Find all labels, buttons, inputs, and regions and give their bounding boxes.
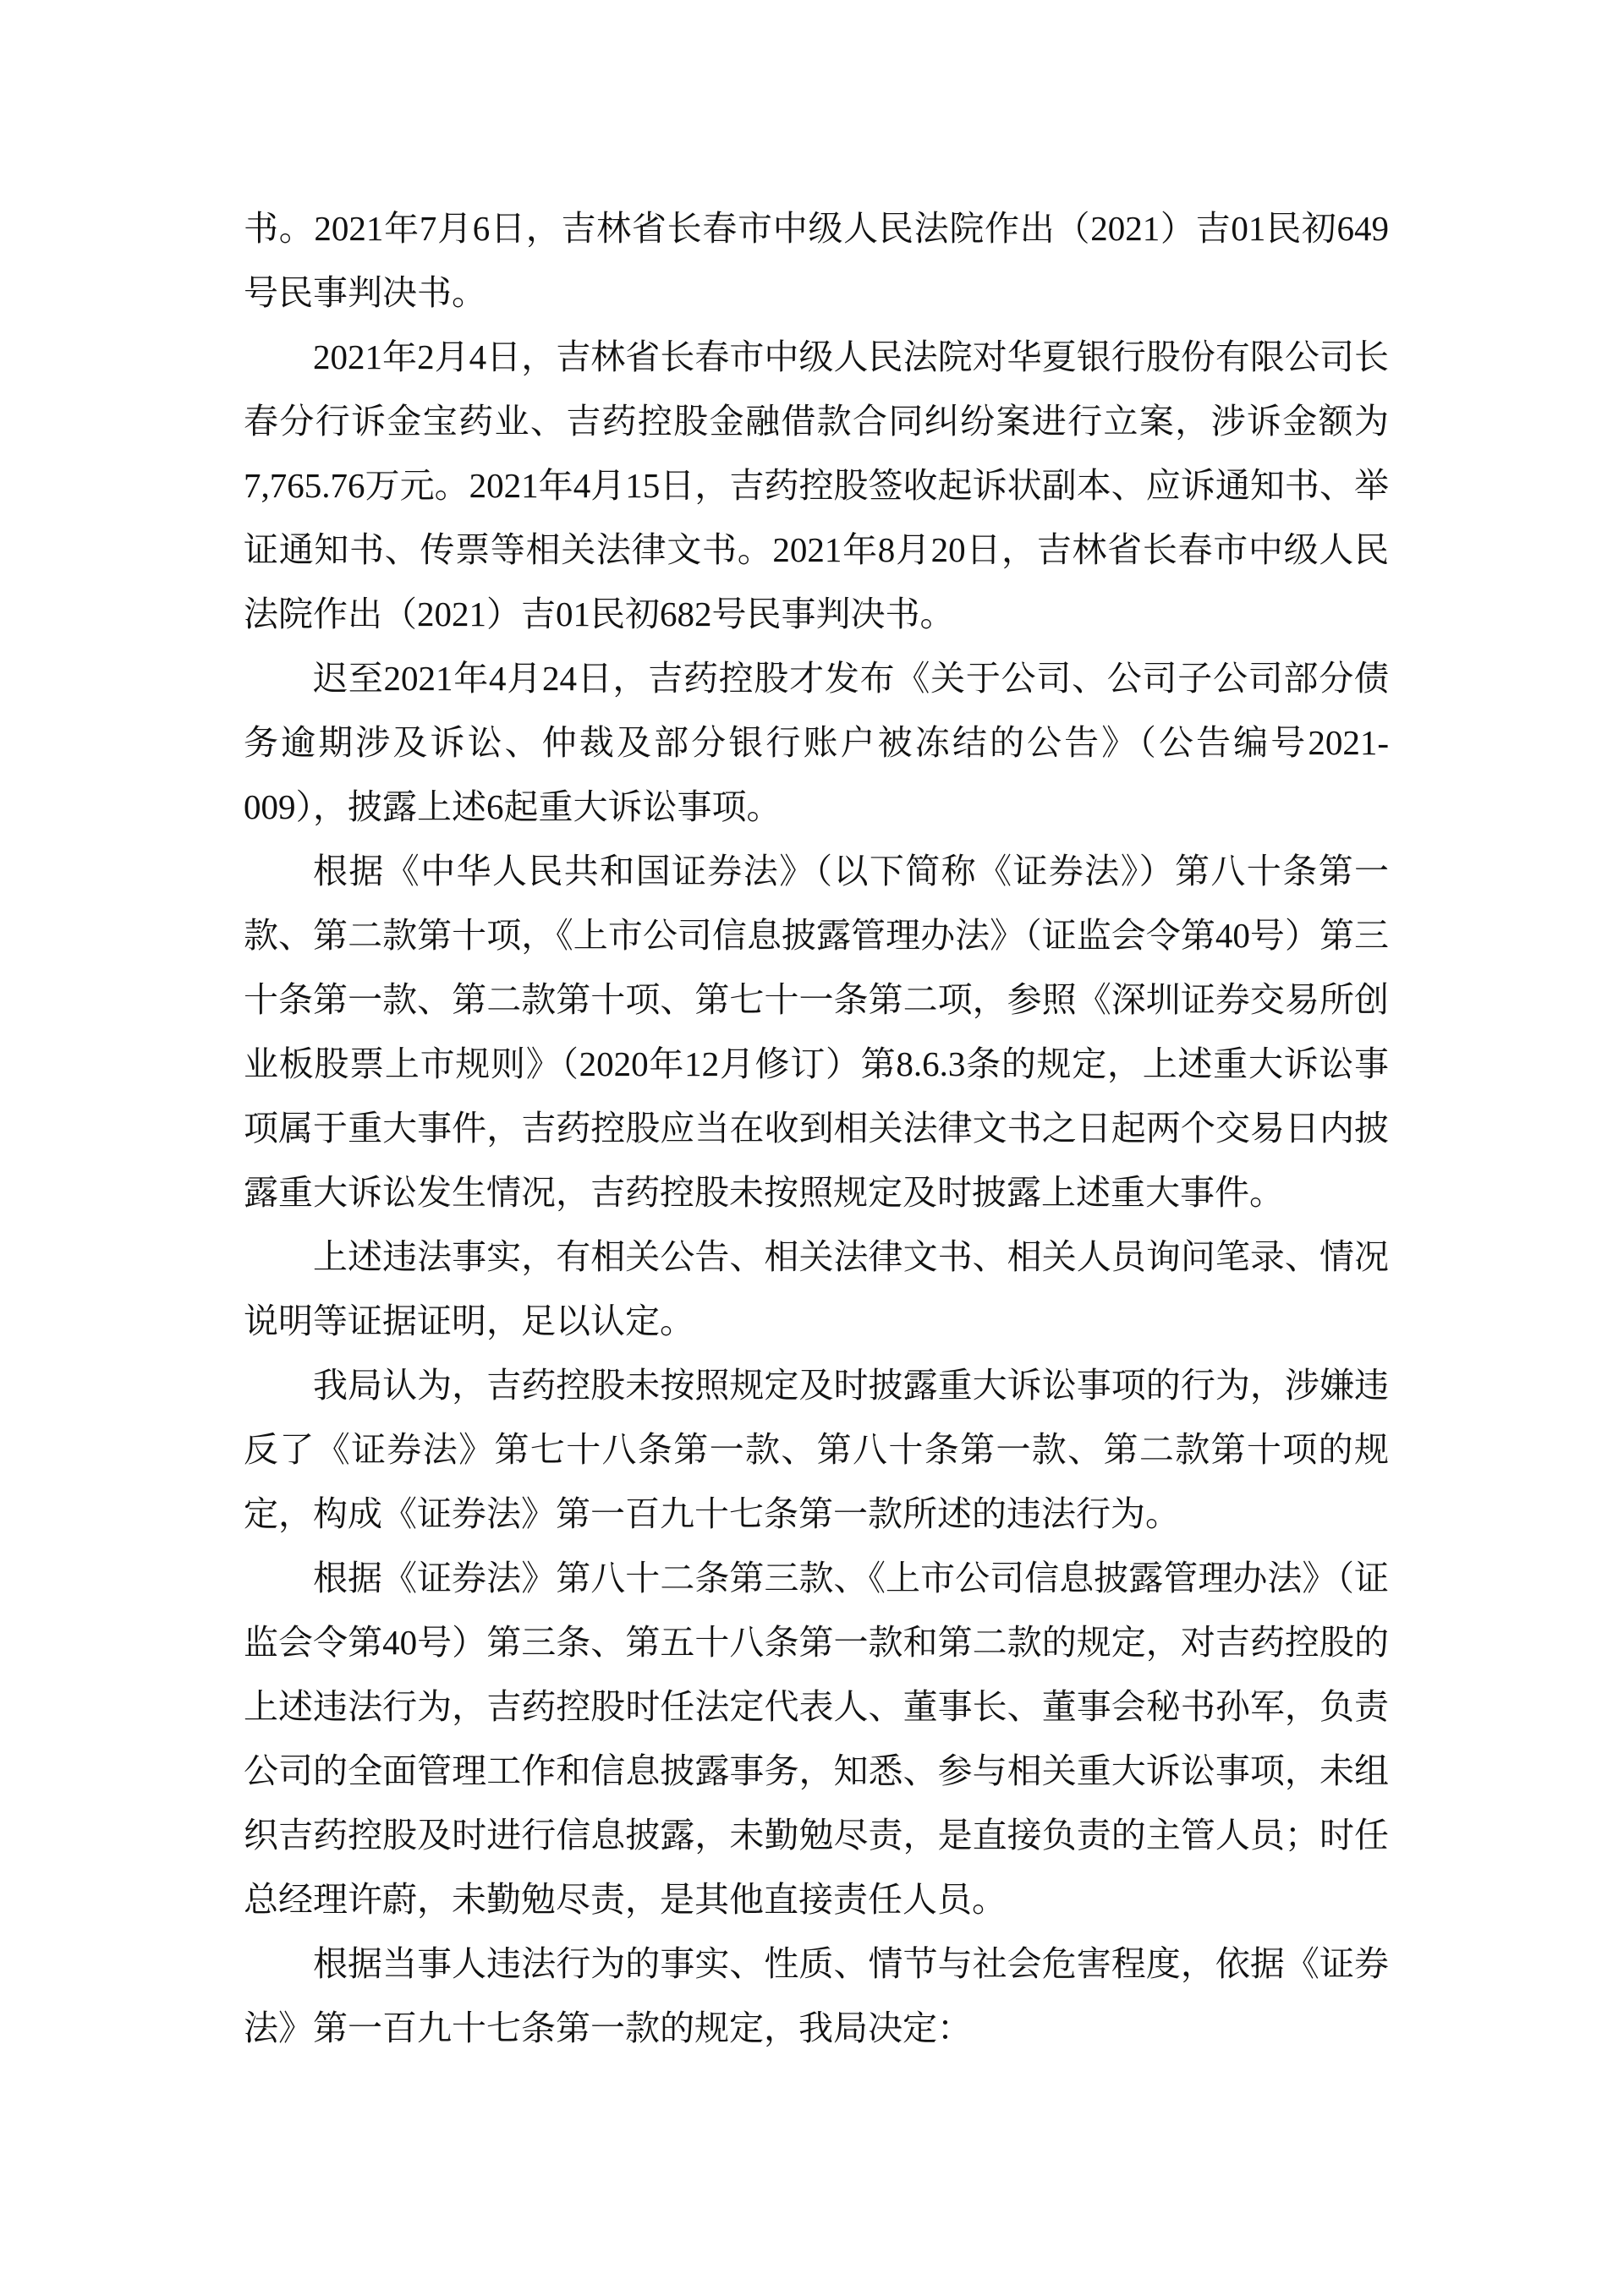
- paragraph-finding: 我局认为，吉药控股未按照规定及时披露重大诉讼事项的行为，涉嫌违反了《证券法》第七十八条第一款、第八十条第一款、第二款第十项的规定，构成《证券法》第一百九十七条第一款所述的违法行为。: [244, 1366, 1389, 1533]
- paragraph-late-disclosure: 迟至2021年4月24日，吉药控股才发布《关于公司、公司子公司部分债务逾期涉及诉讼、仲裁及部分银行账户被冻结的公告》（公告编号2021-009），披露上述6起重大诉讼事项。: [244, 659, 1389, 826]
- paragraph-responsible-persons: 根据《证券法》第八十二条第三款、《上市公司信息披露管理办法》（证监会令第40号）第三条、第五十八条第一款和第二款的规定，对吉药控股的上述违法行为，吉药控股时任法定代表人、董事长、董事会秘书孙军，负责公司的全面管理工作和信息披露事务，知悉、参与相关重大诉讼事项，未组织吉药控股及时进行信息披露，未勤勉尽责，是直接负责的主管人员；时任总经理许蔚，未勤勉尽责，是其他直接责任人员。: [244, 1559, 1389, 1919]
- paragraph-decision: 根据当事人违法行为的事实、性质、情节与社会危害程度，依据《证券法》第一百九十七条第一款的规定，我局决定：: [244, 1944, 1389, 2047]
- paragraph-legal-basis: 根据《中华人民共和国证券法》（以下简称《证券法》）第八十条第一款、第二款第十项，《上市公司信息披露管理办法》（证监会令第40号）第三十条第一款、第二款第十项、第七十一条第二项，参照《深圳证券交易所创业板股票上市规则》（2020年12月修订）第8.6.3条的规定，上述重大诉讼事项属于重大事件，吉药控股应当在收到相关法律文书之日起两个交易日内披露重大诉讼发生情况，吉药控股未按照规定及时披露上述重大事件。: [244, 852, 1389, 1212]
- paragraph-huaxia-case: 2021年2月4日，吉林省长春市中级人民法院对华夏银行股份有限公司长春分行诉金宝药业、吉药控股金融借款合同纠纷案进行立案，涉诉金额为7,765.76万元。2021年4月15日，吉药控股签收起诉状副本、应诉通知书、举证通知书、传票等相关法律文书。2021年8月20日，吉林省长春市中级人民法院作出（2021）吉01民初682号民事判决书。: [244, 337, 1389, 633]
- paragraph-evidence: 上述违法事实，有相关公告、相关法律文书、相关人员询问笔录、情况说明等证据证明，足以认定。: [244, 1237, 1389, 1340]
- document-body: [244, 196, 1389, 2060]
- paragraph-continued: 书。2021年7月6日，吉林省长春市中级人民法院作出（2021）吉01民初649号民事判决书。: [244, 209, 1389, 312]
